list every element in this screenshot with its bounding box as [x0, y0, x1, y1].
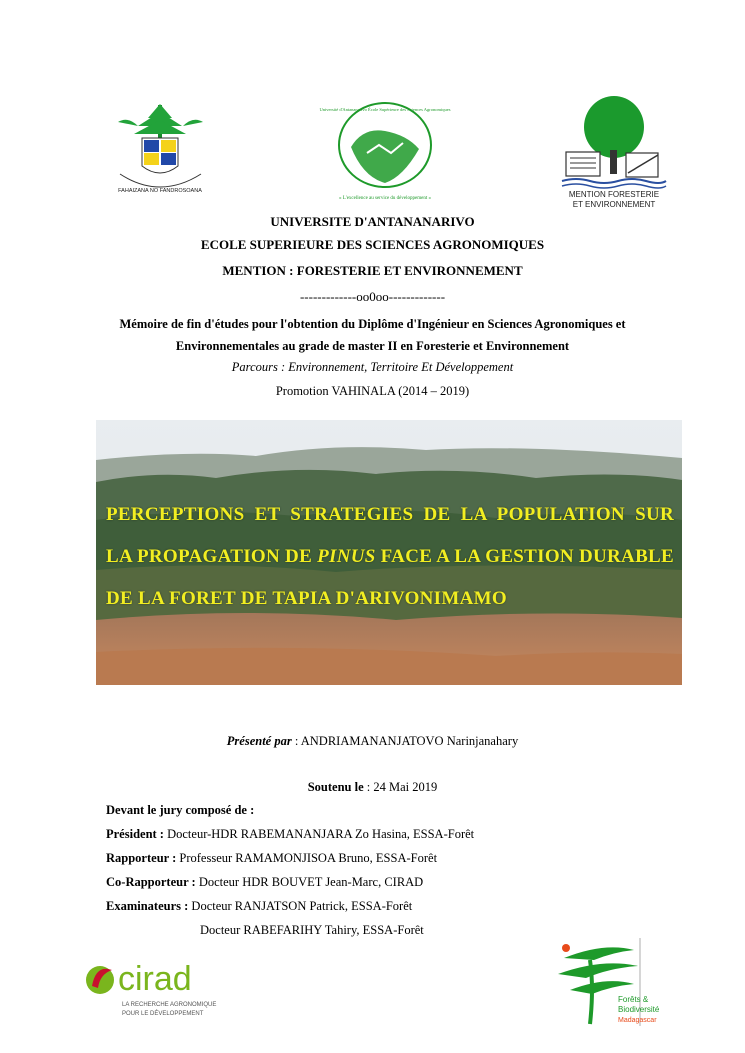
essa-motto: « L'excellence au service du développement »	[339, 196, 431, 201]
shield	[142, 138, 178, 173]
university-logo	[108, 100, 213, 200]
fb-line1: Forêts &	[618, 995, 649, 1004]
fb-line2: Biodiversité	[618, 1005, 660, 1014]
presente-label: Présenté par	[226, 734, 292, 748]
jury-president: Président : Docteur-HDR RABEMANANJARA Zo Hasina, ESSA-Forêt	[106, 827, 475, 841]
memoire-description	[0, 313, 745, 357]
thesis-title	[106, 494, 674, 620]
title-part2: FACE A LA GESTION DURABLE DE LA FORET DE TAPIA D'ARIVONIMAMO	[106, 546, 674, 609]
cirad-name: cirad	[118, 960, 192, 998]
defended-on	[0, 780, 745, 795]
jury-rapporteur: Rapporteur : Professeur RAMAMONJISOA Bruno, ESSA-Forêt	[106, 851, 438, 865]
mention-logo-line1: MENTION FORESTERIE	[568, 190, 660, 199]
parcours: Parcours : Environnement, Territoire Et Développement	[231, 360, 514, 374]
tree-emblem	[118, 104, 203, 140]
cirad-logo	[82, 958, 232, 1022]
separator: -------------oo0oo-------------	[299, 289, 446, 304]
jury-heading: Devant le jury composé de :	[106, 803, 255, 817]
flower-icon	[562, 944, 570, 952]
mention-foresterie-logo	[556, 95, 668, 210]
university-motto: FAHAIZANA NO FANDROSOANA	[118, 188, 202, 194]
promotion: Promotion VAHINALA (2014 – 2019)	[275, 384, 470, 398]
memoire-line2: Environnementales au grade de master II en Foresterie et Environnement	[175, 339, 570, 353]
university-name: UNIVERSITE D'ANTANANARIVO	[270, 214, 475, 229]
mention-logo-line2: ET ENVIRONNEMENT	[572, 200, 656, 209]
fb-line3: Madagascar	[618, 1017, 657, 1024]
essa-logo	[319, 97, 451, 209]
cirad-tagline2: POUR LE DÉVELOPPEMENT	[122, 1011, 204, 1017]
soutenu-label: Soutenu le	[307, 780, 364, 794]
cirad-tagline1: LA RECHERCHE AGRONOMIQUE	[122, 1002, 217, 1008]
presented-by	[0, 734, 745, 749]
essa-ring-text: Université d'Antananarivo École Supérieure des Sciences Agronomiques	[319, 107, 451, 112]
presente-value: : ANDRIAMANANJATOVO Narinjanahary	[291, 734, 519, 748]
title-part1: PERCEPTIONS ET STRATEGIES DE LA POPULATION SUR LA PROPAGATION DE	[106, 504, 674, 567]
tree-crown-icon	[584, 96, 644, 158]
jury-examinateurs: Examinateurs : Docteur RANJATSON Patrick, ESSA-Forêt	[106, 899, 413, 913]
mention-name: MENTION : FORESTERIE ET ENVIRONNEMENT	[222, 263, 523, 278]
title-italic-pinus: PINUS	[317, 546, 376, 567]
soutenu-value: : 24 Mai 2019	[363, 780, 438, 794]
forets-biodiversite-logo	[554, 938, 669, 1028]
school-name: ECOLE SUPERIEURE DES SCIENCES AGRONOMIQUES	[200, 237, 545, 252]
jury-corapporteur: Co-Rapporteur : Docteur HDR BOUVET Jean-Marc, CIRAD	[106, 875, 424, 889]
memoire-line1: Mémoire de fin d'études pour l'obtention du Diplôme d'Ingénieur en Sciences Agronomiques et	[119, 317, 626, 331]
jury-examinateur-2: Docteur RABEFARIHY Tahiry, ESSA-Forêt	[200, 923, 424, 937]
